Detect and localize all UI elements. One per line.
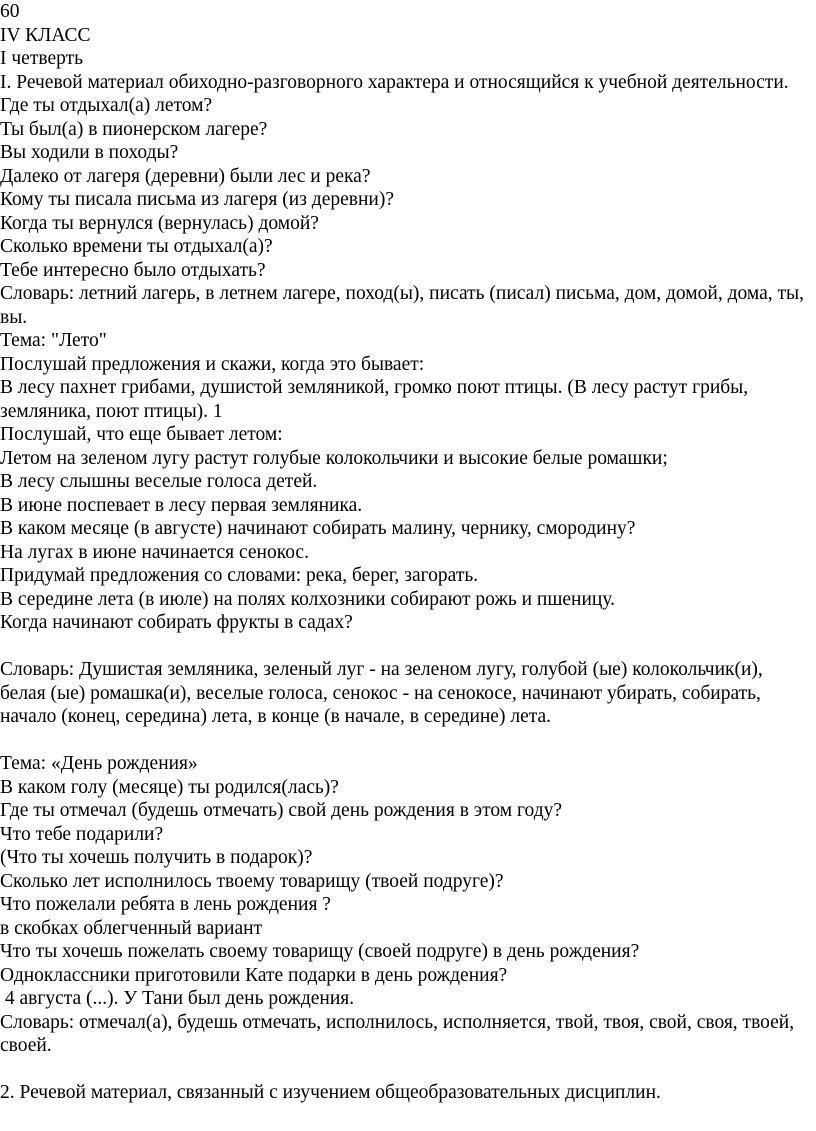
- text-line: В середине лета (в июле) на полях колхозники собирают рожь и пшеницу.: [0, 588, 615, 610]
- text-line: В лесу пахнет грибами, душистой земляникой, громко поют птицы. (В лесу растут грибы, земляника, поют птицы). 1: [0, 377, 749, 422]
- text-line: Летом на зеленом лугу растут голубые колокольчики и высокие белые ромашки;: [0, 447, 668, 469]
- question-line: Сколько времени ты отдыхал(а)?: [0, 236, 273, 257]
- text-line: Что тебе подарили?: [0, 823, 164, 845]
- theme-heading-summer: Тема: "Лето": [0, 330, 107, 351]
- blank-line: [0, 1058, 810, 1082]
- text-line: Когда начинают собирать фрукты в садах?: [0, 612, 353, 633]
- vocabulary-paragraph: Словарь: отмечал(а), будешь отмечать, исполнилось, исполняется, твой, твоя, свой, своя, твоей, своей.: [0, 1011, 795, 1056]
- question-line: Когда ты вернулся (вернулась) домой?: [0, 212, 319, 234]
- page-number: 60: [0, 1, 20, 22]
- section1-title: I. Речевой материал обиходно-разговорного характера и относящийся к учебной деятельности.: [0, 71, 789, 93]
- text-line: Одноклассники приготовили Кате подарки в день рождения?: [0, 964, 508, 986]
- question-line: Вы ходили в походы?: [0, 142, 179, 163]
- text-line: в скобках облегченный вариант: [0, 917, 263, 939]
- text-line: В лесу слышны веселые голоса детей.: [0, 471, 318, 492]
- text-line: На лугах в июне начинается сенокос.: [0, 541, 309, 563]
- text-line: Послушай предложения и скажи, когда это бывает:: [0, 353, 425, 375]
- text-line: Где ты отмечал (будешь отмечать) свой день рождения в этом году?: [0, 800, 563, 821]
- question-line: Ты был(а) в пионерском лагере?: [0, 118, 268, 140]
- question-line: Тебе интересно было отдыхать?: [0, 259, 266, 281]
- text-line: Что пожелали ребята в лень рождения ?: [0, 894, 331, 915]
- blank-line: [0, 729, 810, 753]
- text-line: В июне поспевает в лесу первая земляника.: [0, 494, 363, 516]
- text-line: 4 августа (...). У Тани был день рождения.: [0, 988, 355, 1009]
- text-line: Придумай предложения со словами: река, берег, загорать.: [0, 565, 479, 586]
- question-line: Кому ты писала письма из лагеря (из деревни)?: [0, 189, 394, 210]
- text-line: (Что ты хочешь получить в подарок)?: [0, 847, 313, 868]
- vocabulary-paragraph: Словарь: летний лагерь, в летнем лагере, поход(ы), писать (писал) письма, дом, домой, дома, ты, вы.: [0, 283, 804, 328]
- text-line: В каком голу (месяце) ты родился(лась)?: [0, 776, 339, 798]
- blank-line: [0, 635, 810, 659]
- text-line: Что ты хочешь пожелать своему товарищу (своей подруге) в день рождения?: [0, 941, 640, 962]
- text-line: В каком месяце (в августе) начинают собирать малину, чернику, смородину?: [0, 518, 636, 539]
- question-line: Где ты отдыхал(а) летом?: [0, 95, 213, 116]
- class-title: IV КЛАСС: [0, 24, 91, 46]
- text-line: Сколько лет исполнилось твоему товарищу (твоей подруге)?: [0, 870, 504, 892]
- theme-heading-birthday: Тема: «День рождения»: [0, 753, 198, 774]
- text-line: Послушай, что еще бывает летом:: [0, 424, 283, 445]
- question-line: Далеко от лагеря (деревни) были лес и река?: [0, 165, 371, 187]
- section2-title: 2. Речевой материал, связанный с изучением общеобразовательных дисциплин.: [0, 1082, 661, 1103]
- quarter-label: I четверть: [0, 48, 84, 69]
- vocabulary-paragraph: Словарь: Душистая земляника, зеленый луг - на зеленом лугу, голубой (ые) колокольчик(и), белая (ые) ромашка(и), веселые голоса, сенокос - на сенокосе, начинают убирать, собирать, начало (конец, середина) лета, в конце (в начале, в середине) лета.: [0, 659, 763, 727]
